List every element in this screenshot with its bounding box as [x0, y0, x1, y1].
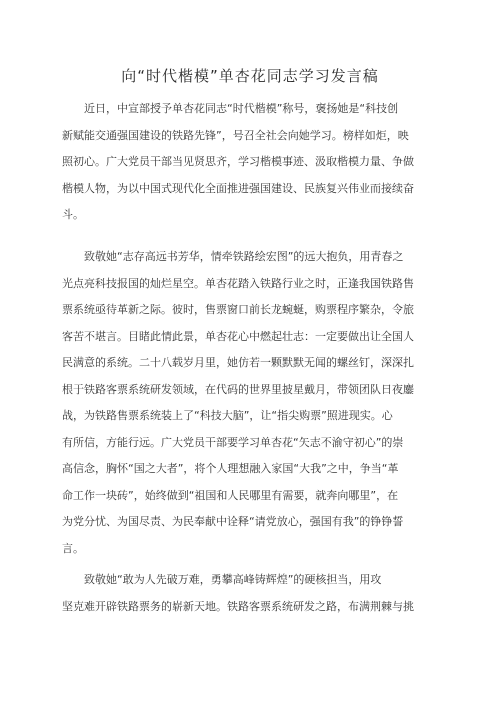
paragraph-1	[62, 96, 442, 229]
paragraph-line: 命工作一块砖”，始终做到“祖国和人民哪里有需要，就奔向哪里”，在	[62, 488, 399, 502]
paragraph-line: 近日，中宣部授予单杏花同志“时代楷模”称号，褒扬她是“科技创	[84, 102, 399, 115]
paragraph-line: 根于铁路客票系统研发领域，在代码的世界里披星戴月，带领团队日夜鏖	[62, 382, 414, 396]
paragraph-line: 光点亮科技报国的灿烂星空。单杏花踏入铁路行业之时，正逢我国铁路售	[62, 276, 414, 290]
paragraph-2	[62, 244, 442, 562]
paragraph-line: 有所信，方能行远。广大党员干部要学习单杏花“矢志不渝守初心”的崇	[62, 435, 404, 449]
paragraph-line: 致敬她“志存高远书芳华，情牵铁路绘宏图”的远大抱负，用青春之	[84, 250, 404, 263]
paragraph-line: 战，为铁路售票系统装上了“科技大脑”，让“指尖购票”照进现实。心	[62, 409, 393, 422]
paragraph-line: 照初心。广大党员干部当见贤思齐，学习楷模事迹、汲取楷模力量、争做	[62, 155, 414, 168]
paragraph-line: 斗。	[62, 208, 84, 221]
paragraph-line: 坚克难开辟铁路票务的崭新天地。铁路客票系统研发之路，布满荆棘与挑	[62, 599, 414, 613]
paragraph-line: 民满意的系统。二十八载岁月里，她仿若一颗默默无闻的螺丝钉，深深扎	[62, 356, 414, 369]
paragraph-line: 高信念，胸怀“国之大者”，将个人理想融入家国“大我”之中，争当“革	[62, 462, 399, 475]
paragraph-line: 致敬她“敢为人先破万难，勇攀高峰铸辉煌”的硬核担当，用攻	[84, 573, 382, 586]
paragraph-line: 言。	[62, 541, 84, 555]
paragraph-line: 楷模人物，为以中国式现代化全面推进强国建设、民族复兴伟业而接续奋	[62, 181, 414, 195]
paragraph-line: 客苦不堪言。目睹此情此景，单杏花心中燃起壮志：一定要做出让全国人	[62, 329, 414, 343]
paragraph-line: 新赋能交通强国建设的铁路先锋”，号召全社会向她学习。榜样如炬，映	[62, 128, 409, 142]
paragraph-3	[62, 567, 442, 620]
paragraph-line: 为党分忧、为国尽责、为民奉献中诠释“请党放心，强国有我”的铮铮誓	[62, 515, 404, 528]
page-title: 向“时代楷模”单杏花同志学习发言稿	[121, 67, 379, 85]
paragraph-line: 票系统亟待革新之际。彼时，售票窗口前长龙蜿蜒，购票程序繁杂，令旅	[62, 303, 414, 316]
